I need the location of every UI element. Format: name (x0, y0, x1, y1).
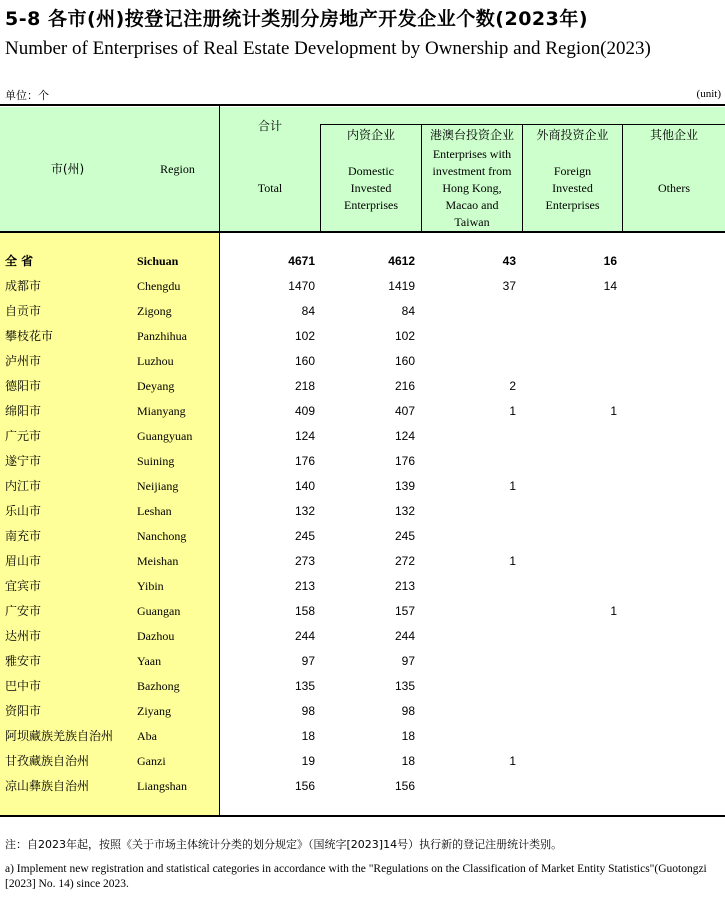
total-value: 409 (294, 404, 315, 418)
region-name-cn: 遂宁市 (5, 454, 42, 468)
domestic-value: 272 (394, 554, 415, 568)
foreign-value: 1 (610, 604, 617, 618)
total-value: 124 (294, 429, 315, 443)
header-others-en: Others (658, 181, 690, 195)
domestic-value: 176 (394, 454, 415, 468)
header-region-en: Region (160, 162, 195, 176)
total-value: 244 (294, 629, 315, 643)
region-name-cn: 广元市 (5, 429, 42, 443)
total-value: 1470 (288, 279, 315, 293)
table-row (0, 749, 725, 774)
table-row (0, 299, 725, 324)
region-name-en: Ganzi (137, 754, 166, 768)
unit-label-en: (unit) (696, 88, 721, 100)
region-name-cn: 自贡市 (5, 304, 42, 318)
region-name-en: Bazhong (137, 679, 180, 693)
header-foreign-cn: 外商投资企业 (536, 128, 609, 142)
total-value: 97 (301, 654, 315, 668)
region-name-en: Neijiang (137, 479, 179, 493)
region-name-cn: 雅安市 (5, 654, 42, 668)
total-value: 245 (294, 529, 315, 543)
domestic-value: 244 (394, 629, 415, 643)
page-title-en: Number of Enterprises of Real Estate Development by Ownership and Region(2023) (5, 38, 651, 59)
table-row (0, 549, 725, 574)
region-name-en: Deyang (137, 379, 175, 393)
hkmt-value: 1 (509, 479, 516, 493)
table-row (0, 599, 725, 624)
domestic-value: 216 (394, 379, 415, 393)
region-name-en: Mianyang (137, 404, 186, 418)
table-row (0, 649, 725, 674)
header-domestic-en: Domestic Invested Enterprises (344, 164, 398, 212)
footnote-en: a) Implement new registration and statistical categories in accordance with the "Regulations on the Classification of Market Entity Statistics"(Guotongzi [2023] No. 14) since 2023. (5, 863, 707, 890)
region-name-en: Liangshan (137, 779, 187, 793)
total-value: 4671 (288, 254, 315, 268)
hkmt-value: 43 (502, 254, 516, 268)
hkmt-value: 37 (502, 279, 516, 293)
domestic-value: 1419 (388, 279, 415, 293)
domestic-value: 124 (394, 429, 415, 443)
region-name-en: Zigong (137, 304, 172, 318)
footnote-cn: 注：自2023年起，按照《关于市场主体统计分类的划分规定》（国统字[2023]14号）执行新的登记注册统计类别。 (5, 838, 563, 851)
region-name-en: Ziyang (137, 704, 171, 718)
foreign-value: 16 (603, 254, 617, 268)
header-domestic-cn: 内资企业 (346, 128, 395, 142)
table-row (0, 449, 725, 474)
domestic-value: 245 (394, 529, 415, 543)
total-value: 158 (294, 604, 315, 618)
foreign-value: 1 (610, 404, 617, 418)
total-value: 102 (294, 329, 315, 343)
region-name-cn: 眉山市 (5, 554, 42, 568)
region-name-en: Yaan (137, 654, 162, 668)
domestic-value: 98 (401, 704, 415, 718)
region-name-en: Meishan (137, 554, 179, 568)
domestic-value: 139 (394, 479, 415, 493)
total-value: 156 (294, 779, 315, 793)
region-name-en: Suining (137, 454, 175, 468)
domestic-value: 213 (394, 579, 415, 593)
table-row (0, 324, 725, 349)
header-total-en: Total (257, 181, 283, 195)
region-name-en: Guangyuan (137, 429, 193, 443)
region-name-en: Dazhou (137, 629, 175, 643)
domestic-value: 97 (401, 654, 415, 668)
total-value: 84 (301, 304, 315, 318)
table-bottom-rule (0, 815, 725, 817)
header-others-cn: 其他企业 (649, 128, 698, 142)
total-value: 273 (294, 554, 315, 568)
region-name-cn: 达州市 (5, 629, 42, 643)
region-name-cn: 攀枝花市 (5, 329, 54, 343)
hkmt-value: 1 (509, 404, 516, 418)
region-name-cn: 凉山彝族自治州 (5, 779, 90, 793)
domestic-value: 18 (401, 729, 415, 743)
region-name-cn: 德阳市 (5, 379, 42, 393)
region-name-en: Panzhihua (137, 329, 187, 343)
unit-label-cn: 单位：个 (5, 89, 49, 102)
table-row (0, 374, 725, 399)
table-row (0, 249, 725, 274)
hkmt-value: 2 (509, 379, 516, 393)
region-name-cn: 南充市 (5, 529, 42, 543)
total-value: 176 (294, 454, 315, 468)
header-foreign-en: Foreign Invested Enterprises (545, 164, 600, 212)
domestic-value: 102 (394, 329, 415, 343)
table-row (0, 674, 725, 699)
domestic-value: 84 (401, 304, 415, 318)
region-name-en: Luzhou (137, 354, 174, 368)
table-row (0, 699, 725, 724)
region-name-en: Guangan (137, 604, 181, 618)
domestic-value: 18 (401, 754, 415, 768)
region-name-en: Nanchong (137, 529, 187, 543)
header-hkmt-en: Enterprises with investment from Hong Kong, Macao and Taiwan (432, 147, 512, 229)
region-name-cn: 宜宾市 (5, 579, 42, 593)
table-row (0, 574, 725, 599)
region-name-cn: 全 省 (5, 254, 34, 268)
table-row (0, 399, 725, 424)
region-name-cn: 资阳市 (5, 704, 42, 718)
region-name-cn: 成都市 (5, 279, 42, 293)
table-row (0, 624, 725, 649)
domestic-value: 157 (394, 604, 415, 618)
table-row (0, 724, 725, 749)
header-city-cn: 市(州) (50, 162, 85, 176)
table-row (0, 349, 725, 374)
header-bottom-rule (0, 231, 725, 233)
region-name-en: Aba (137, 729, 157, 743)
region-name-cn: 广安市 (5, 604, 42, 618)
total-value: 18 (301, 729, 315, 743)
region-name-en: Leshan (137, 504, 172, 518)
domestic-value: 160 (394, 354, 415, 368)
region-name-cn: 巴中市 (5, 679, 42, 693)
domestic-value: 135 (394, 679, 415, 693)
total-value: 213 (294, 579, 315, 593)
total-value: 19 (301, 754, 315, 768)
region-name-en: Chengdu (137, 279, 181, 293)
total-value: 160 (294, 354, 315, 368)
region-name-cn: 内江市 (5, 479, 42, 493)
table-row (0, 774, 725, 799)
table-top-rule (0, 104, 725, 106)
total-value: 135 (294, 679, 315, 693)
total-value: 218 (294, 379, 315, 393)
total-value: 98 (301, 704, 315, 718)
table-row (0, 274, 725, 299)
region-name-cn: 绵阳市 (5, 404, 42, 418)
region-name-en: Yibin (137, 579, 164, 593)
domestic-value: 132 (394, 504, 415, 518)
table-row (0, 524, 725, 549)
total-value: 140 (294, 479, 315, 493)
region-name-cn: 泸州市 (5, 354, 42, 368)
region-name-cn: 阿坝藏族羌族自治州 (5, 729, 114, 743)
table-row (0, 499, 725, 524)
total-value: 132 (294, 504, 315, 518)
page-title-cn: 5-8 各市(州)按登记注册统计类别分房地产开发企业个数(2023年) (5, 8, 589, 30)
region-name-en: Sichuan (137, 254, 179, 268)
foreign-value: 14 (603, 279, 617, 293)
header-hkmt-cn: 港澳台投资企业 (429, 128, 514, 142)
hkmt-value: 1 (509, 554, 516, 568)
table-row (0, 474, 725, 499)
hkmt-value: 1 (509, 754, 516, 768)
region-name-cn: 乐山市 (5, 504, 42, 518)
header-total-cn: 合计 (257, 119, 282, 133)
domestic-value: 4612 (388, 254, 415, 268)
table-row (0, 424, 725, 449)
domestic-value: 156 (394, 779, 415, 793)
region-name-cn: 甘孜藏族自治州 (5, 754, 90, 768)
domestic-value: 407 (394, 404, 415, 418)
